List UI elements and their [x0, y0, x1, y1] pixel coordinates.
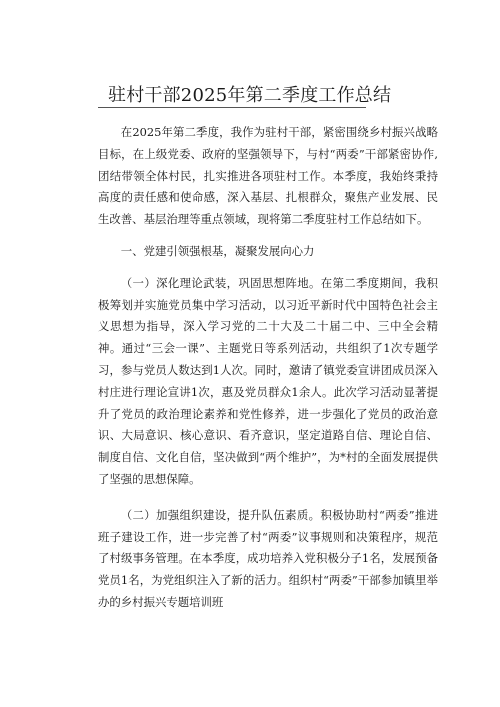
title-underline [98, 107, 366, 108]
intro-paragraph: 在2025年第二季度，我作为驻村干部，紧密围绕乡村振兴战略目标，在上级党委、政府的坚强领导下，与村“两委”干部紧密协作,团结带领全体村民，扎实推进各项驻村工作。本季度，我始终秉持高度的责任感和使命感，深入基层、扎根群众，聚焦产业发展、民生改善、基层治理等重点领域，现将第二季度驻村工作总结如下。 [98, 125, 438, 227]
document-body [98, 122, 438, 614]
section-heading: 一、党建引领强根基，凝聚发展向心力 [120, 243, 315, 258]
body-paragraph-2: （二）加强组织建设，提升队伍素质。积极协助村“两委”推进班子建设工作，进一步完善了村“两委”议事规则和决策程序，规范了村级事务管理。在本季度，成功培养入党积极分子1名，发展预备党员1名，为党组织注入了新的活力。组织村“两委”干部参加镇里举办的乡村振兴专题培训班 [98, 507, 438, 609]
body-paragraph-1: （一）深化理论武装，巩固思想阵地。在第二季度期间，我积极筹划并实施党员集中学习活动，以习近平新时代中国特色社会主义思想为指导，深入学习党的二十大及二十届二中、三中全会精神。通过“三会一课”、主题党日等系列活动，共组织了1次专题学习，参与党员人数达到1人次。同时，邀请了镇党委宣讲团成员深入村庄进行理论宣讲1次，惠及党员群众1余人。此次学习活动显著提升了党员的政治理论素养和党性修养，进一步强化了党员的政治意识、大局意识、核心意识、看齐意识，坚定道路自信、理论自信、制度自信、文化自信，坚决做到“两个维护”，为*村的全面发展提供了坚强的思想保障。 [98, 275, 438, 486]
document-title: 驻村干部2025年第二季度工作总结 [108, 85, 392, 106]
